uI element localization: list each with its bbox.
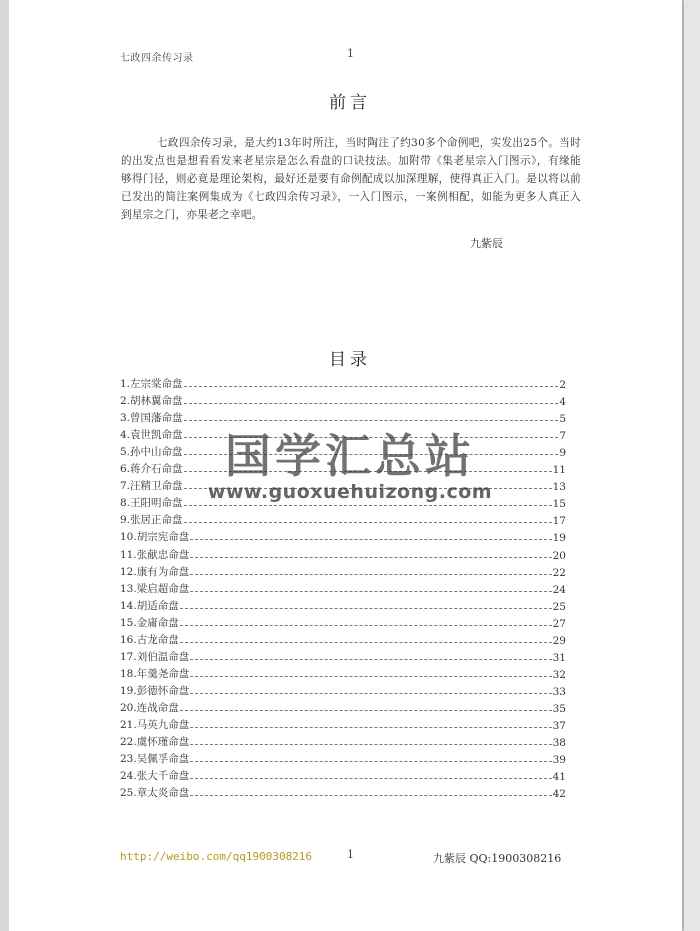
toc-leader-dots bbox=[184, 402, 559, 404]
toc-item[interactable] bbox=[120, 749, 566, 766]
toc-item-label: 11.张献忠命盘 bbox=[120, 548, 190, 561]
toc-item-page: 37 bbox=[552, 719, 566, 732]
toc-leader-dots bbox=[184, 385, 559, 387]
toc-item[interactable] bbox=[120, 715, 566, 732]
toc-item-label: 5.孙中山命盘 bbox=[120, 446, 183, 459]
toc-item[interactable] bbox=[120, 664, 566, 681]
toc-item-label: 7.汪精卫命盘 bbox=[120, 480, 183, 493]
toc-item-page: 25 bbox=[552, 600, 566, 613]
toc-leader-dots bbox=[190, 573, 551, 575]
toc-item-label: 10.胡宗宪命盘 bbox=[120, 531, 190, 544]
toc-item-label: 2.胡林翼命盘 bbox=[120, 395, 183, 408]
preface-title: 前言 bbox=[329, 93, 371, 113]
toc-leader-dots bbox=[190, 726, 551, 728]
toc-item-page: 5 bbox=[559, 413, 566, 426]
toc-item[interactable] bbox=[120, 562, 566, 579]
toc-item-label: 14.胡适命盘 bbox=[120, 599, 179, 612]
toc-item-page: 15 bbox=[552, 498, 566, 511]
toc-item[interactable] bbox=[120, 613, 566, 630]
toc-item-label: 23.吴佩孚命盘 bbox=[120, 753, 190, 766]
toc-leader-dots bbox=[190, 777, 551, 779]
toc-item-label: 16.古龙命盘 bbox=[120, 633, 179, 646]
header-page-number: 1 bbox=[347, 47, 354, 60]
toc-item-label: 22.虞怀瑾命盘 bbox=[120, 736, 190, 749]
toc-item-page: 7 bbox=[559, 430, 566, 443]
toc-item[interactable] bbox=[120, 681, 566, 698]
toc-leader-dots bbox=[180, 709, 552, 711]
toc-leader-dots bbox=[190, 538, 551, 540]
toc-leader-dots bbox=[180, 607, 552, 609]
toc-leader-dots bbox=[190, 794, 551, 796]
toc-item-page: 4 bbox=[559, 396, 566, 409]
toc-leader-dots bbox=[190, 590, 551, 592]
toc-leader-dots bbox=[180, 641, 552, 643]
watermark-site-name: 国学汇总站 bbox=[225, 429, 475, 483]
toc-leader-dots bbox=[180, 624, 552, 626]
toc-item[interactable] bbox=[120, 630, 566, 647]
toc-item-page: 24 bbox=[552, 583, 566, 596]
toc-item[interactable] bbox=[120, 579, 566, 596]
toc-leader-dots bbox=[190, 675, 551, 677]
toc-item[interactable] bbox=[120, 732, 566, 749]
toc-item-page: 42 bbox=[552, 788, 566, 801]
toc-leader-dots bbox=[190, 556, 551, 558]
toc-item[interactable] bbox=[120, 647, 566, 664]
footer-weibo-link[interactable]: http://weibo.com/qq1900308216 bbox=[120, 850, 313, 863]
footer-contact: 九紫辰 QQ:1900308216 bbox=[433, 852, 562, 865]
toc-item[interactable] bbox=[120, 544, 566, 561]
toc-item-page: 32 bbox=[552, 668, 566, 681]
toc-item-label: 6.蒋介石命盘 bbox=[120, 463, 183, 476]
toc-item-page: 22 bbox=[552, 566, 566, 579]
toc-item-label: 4.袁世凯命盘 bbox=[120, 429, 183, 442]
toc-leader-dots bbox=[190, 760, 551, 762]
toc-item-label: 17.刘伯温命盘 bbox=[120, 650, 190, 663]
toc-item[interactable] bbox=[120, 510, 566, 527]
toc-leader-dots bbox=[190, 658, 551, 660]
toc-item-page: 35 bbox=[552, 702, 566, 715]
toc-title: 目录 bbox=[329, 350, 371, 370]
toc-item-label: 25.章太炎命盘 bbox=[120, 787, 190, 800]
preface-body: 七政四余传习录，是大约13年时所注，当时陶注了约30多个命例吧，实发出25个。当时的出发点也是想看看发来老星宗是怎么看盘的口诀技法。加附带《集老星宗入门图示》，有缘能够得门径，则必竟是理论架构，最好还是要有命例配成以加深理解，使得真正入门。是以将以前已发出的简注案例集成为《七政四余传习录》，一入门图示，一案例相配，如能为更多人真正入到星宗之门，亦果老之幸吧。 bbox=[121, 137, 581, 221]
toc-item-page: 39 bbox=[552, 754, 566, 767]
toc-leader-dots bbox=[184, 521, 552, 523]
preface-signature: 九紫辰 bbox=[470, 237, 503, 250]
toc-item-page: 31 bbox=[552, 651, 566, 664]
toc-item-page: 29 bbox=[552, 634, 566, 647]
footer-page-number: 1 bbox=[347, 848, 354, 861]
toc-item[interactable] bbox=[120, 391, 566, 408]
running-header-title: 七政四余传习录 bbox=[120, 53, 194, 64]
toc-item-label: 21.马英九命盘 bbox=[120, 718, 190, 731]
toc-item-label: 13.梁启超命盘 bbox=[120, 582, 190, 595]
toc-item[interactable] bbox=[120, 783, 566, 800]
toc-item-label: 8.王阳明命盘 bbox=[120, 497, 183, 510]
toc-item-label: 19.彭德怀命盘 bbox=[120, 684, 190, 697]
toc-item-page: 17 bbox=[552, 515, 566, 528]
toc-item-page: 27 bbox=[552, 617, 566, 630]
toc-item[interactable] bbox=[120, 527, 566, 544]
toc-item-label: 12.康有为命盘 bbox=[120, 565, 190, 578]
toc-item-label: 24.张大千命盘 bbox=[120, 770, 190, 783]
toc-item-page: 20 bbox=[552, 549, 566, 562]
toc-leader-dots bbox=[190, 692, 551, 694]
toc-item-page: 19 bbox=[552, 532, 566, 545]
toc-leader-dots bbox=[184, 504, 552, 506]
toc-leader-dots bbox=[190, 743, 551, 745]
toc-item-label: 20.连战命盘 bbox=[120, 701, 179, 714]
toc-item[interactable] bbox=[120, 766, 566, 783]
toc-item-label: 9.张居正命盘 bbox=[120, 514, 183, 527]
toc-item-label: 3.曾国藩命盘 bbox=[120, 412, 183, 425]
toc-item[interactable] bbox=[120, 596, 566, 613]
toc-item-label: 1.左宗棠命盘 bbox=[120, 378, 183, 391]
watermark-url: www.guoxuehuizong.com bbox=[207, 481, 493, 503]
toc-item-page: 33 bbox=[552, 685, 566, 698]
toc-item-page: 9 bbox=[559, 447, 566, 460]
toc-item-page: 11 bbox=[552, 464, 566, 477]
toc-item-label: 15.金庸命盘 bbox=[120, 616, 179, 629]
toc-item-page: 38 bbox=[552, 737, 566, 750]
toc-item-page: 41 bbox=[552, 771, 566, 784]
toc-item-page: 13 bbox=[552, 481, 566, 494]
toc-item[interactable] bbox=[120, 698, 566, 715]
toc-item-page: 2 bbox=[559, 379, 566, 392]
toc-item[interactable] bbox=[120, 374, 566, 391]
toc-item-label: 18.年羹尧命盘 bbox=[120, 667, 190, 680]
